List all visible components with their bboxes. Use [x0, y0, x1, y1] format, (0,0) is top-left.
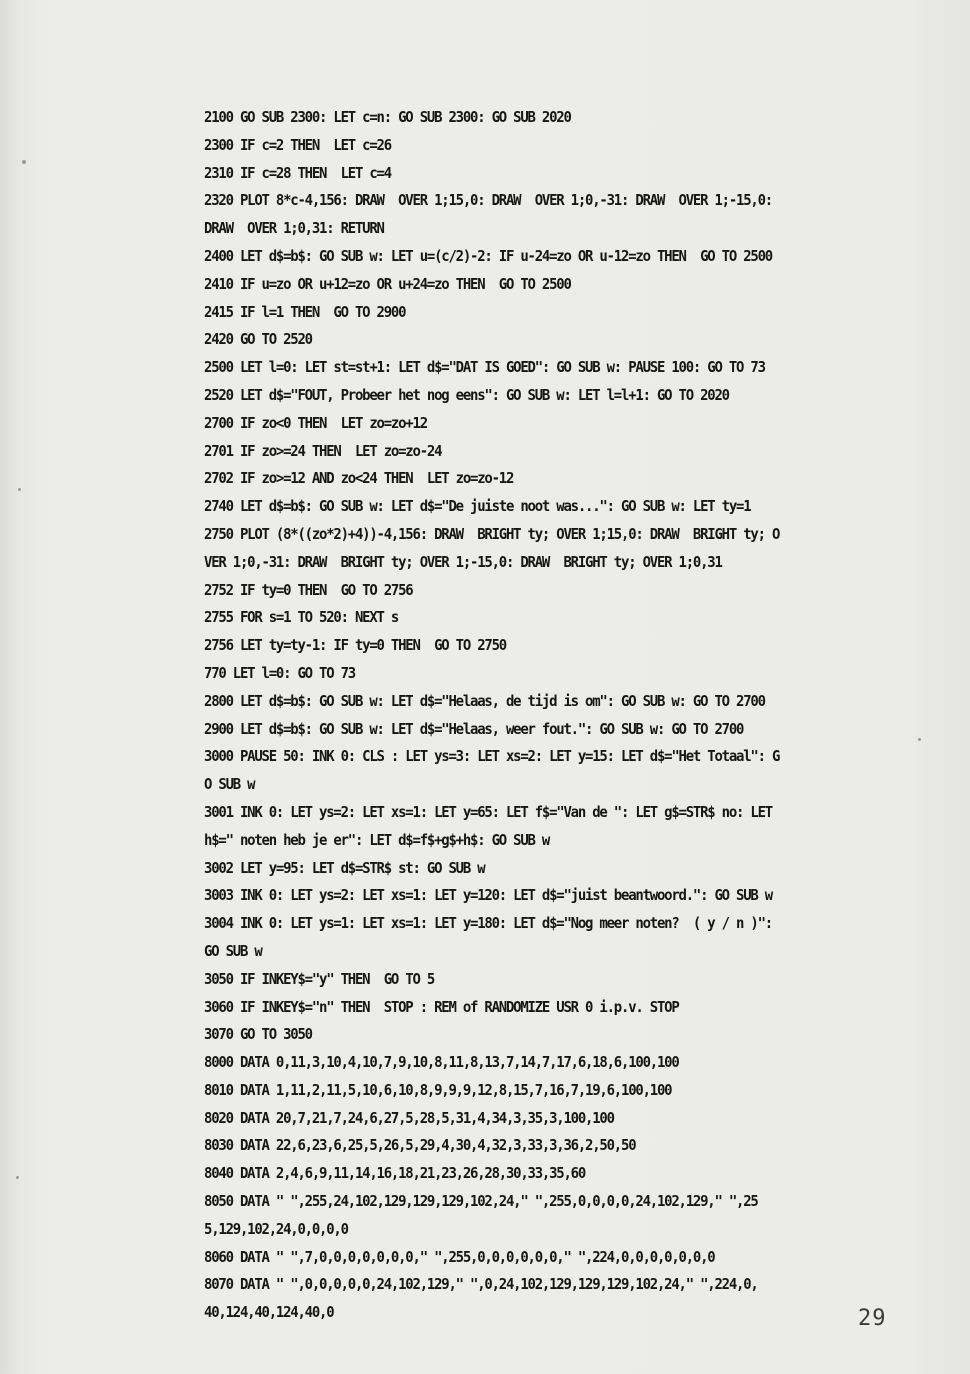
code-line: 3050 IF INKEY$="y" THEN GO TO 5 [204, 969, 435, 988]
code-line: 8000 DATA 0,11,3,10,4,10,7,9,10,8,11,8,13,7,14,7,17,6,18,6,100,100 [204, 1053, 679, 1072]
code-line: 2756 LET ty=ty-1: IF ty=0 THEN GO TO 2750 [204, 636, 506, 655]
scan-speck [918, 738, 921, 741]
code-line: 2300 IF c=2 THEN LET c=26 [204, 135, 391, 154]
code-line: 2310 IF c=28 THEN LET c=4 [204, 163, 391, 182]
code-line: 2800 LET d$=b$: GO SUB w: LET d$="Helaas, de tijd is om": GO SUB w: GO TO 2700 [204, 691, 765, 710]
code-line: 2900 LET d$=b$: GO SUB w: LET d$="Helaas, weer fout.": GO SUB w: GO TO 2700 [204, 719, 744, 738]
code-line: 2701 IF zo>=24 THEN LET zo=zo-24 [204, 441, 442, 460]
page-number: 29 [858, 1306, 887, 1331]
code-line: 2520 LET d$="FOUT, Probeer het nog eens": GO SUB w: LET l=l+1: GO TO 2020 [204, 385, 729, 404]
code-line: 2750 PLOT (8*((zo*2)+4))-4,156: DRAW BRIGHT ty; OVER 1;15,0: DRAW BRIGHT ty; O [204, 524, 780, 543]
scan-speck [16, 1176, 19, 1179]
code-line: 3070 GO TO 3050 [204, 1025, 312, 1044]
code-line: 8010 DATA 1,11,2,11,5,10,6,10,8,9,9,9,12,8,15,7,16,7,19,6,100,100 [204, 1080, 672, 1099]
code-line: 3002 LET y=95: LET d$=STR$ st: GO SUB w [204, 858, 485, 877]
code-line: 770 LET l=0: GO TO 73 [204, 663, 355, 682]
code-line: 8070 DATA " ",0,0,0,0,0,24,102,129," ",0,24,102,129,129,129,102,24," ",224,0, [204, 1275, 758, 1294]
code-line: 2410 IF u=zo OR u+12=zo OR u+24=zo THEN GO TO 2500 [204, 274, 571, 293]
code-line: 3004 INK 0: LET ys=1: LET xs=1: LET y=180: LET d$="Nog meer noten? ( y / n )": [204, 914, 772, 933]
code-line: 2420 GO TO 2520 [204, 330, 312, 349]
code-line: 2755 FOR s=1 TO 520: NEXT s [204, 608, 399, 627]
code-line: 3003 INK 0: LET ys=2: LET xs=1: LET y=120: LET d$="juist beantwoord.": GO SUB w [204, 886, 772, 905]
code-line: 2320 PLOT 8*c-4,156: DRAW OVER 1;15,0: DRAW OVER 1;0,-31: DRAW OVER 1;-15,0: [204, 191, 772, 210]
code-line: 2415 IF l=1 THEN GO TO 2900 [204, 302, 406, 321]
scan-speck [18, 488, 21, 491]
code-line: h$=" noten heb je er": LET d$=f$+g$+h$: GO SUB w [204, 830, 550, 849]
code-line: 8060 DATA " ",7,0,0,0,0,0,0,0," ",255,0,0,0,0,0,0," ",224,0,0,0,0,0,0,0 [204, 1247, 715, 1266]
code-line: O SUB w [204, 775, 255, 794]
code-line: 2700 IF zo<0 THEN LET zo=zo+12 [204, 413, 427, 432]
code-line: 40,124,40,124,40,0 [204, 1303, 334, 1322]
code-line: 3060 IF INKEY$="n" THEN STOP : REM of RANDOMIZE USR 0 i.p.v. STOP [204, 997, 679, 1016]
code-line: 2702 IF zo>=12 AND zo<24 THEN LET zo=zo-12 [204, 469, 514, 488]
code-line: 8050 DATA " ",255,24,102,129,129,129,102,24," ",255,0,0,0,0,24,102,129," ",25 [204, 1192, 758, 1211]
code-line: 2500 LET l=0: LET st=st+1: LET d$="DAT IS GOED": GO SUB w: PAUSE 100: GO TO 73 [204, 358, 765, 377]
code-line: 8040 DATA 2,4,6,9,11,14,16,18,21,23,26,28,30,33,35,60 [204, 1164, 586, 1183]
code-line: 8030 DATA 22,6,23,6,25,5,26,5,29,4,30,4,32,3,33,3,36,2,50,50 [204, 1136, 636, 1155]
code-line: 8020 DATA 20,7,21,7,24,6,27,5,28,5,31,4,34,3,35,3,100,100 [204, 1108, 614, 1127]
scan-speck [22, 160, 26, 164]
code-line: 2400 LET d$=b$: GO SUB w: LET u=(c/2)-2: IF u-24=zo OR u-12=zo THEN GO TO 2500 [204, 246, 772, 265]
code-line: DRAW OVER 1;0,31: RETURN [204, 219, 384, 238]
code-line: 2100 GO SUB 2300: LET c=n: GO SUB 2300: GO SUB 2020 [204, 108, 571, 126]
basic-program-listing [204, 104, 855, 1327]
code-line: 3001 INK 0: LET ys=2: LET xs=1: LET y=65: LET f$="Van de ": LET g$=STR$ no: LET [204, 802, 772, 821]
code-line: 5,129,102,24,0,0,0,0 [204, 1219, 348, 1238]
code-line: VER 1;0,-31: DRAW BRIGHT ty; OVER 1;-15,0: DRAW BRIGHT ty; OVER 1;0,31 [204, 552, 722, 571]
code-line: GO SUB w [204, 941, 262, 960]
code-line: 2752 IF ty=0 THEN GO TO 2756 [204, 580, 413, 599]
code-line: 3000 PAUSE 50: INK 0: CLS : LET ys=3: LET xs=2: LET y=15: LET d$="Het Totaal": G [204, 747, 780, 766]
code-line: 2740 LET d$=b$: GO SUB w: LET d$="De juiste noot was...": GO SUB w: LET ty=1 [204, 497, 751, 516]
